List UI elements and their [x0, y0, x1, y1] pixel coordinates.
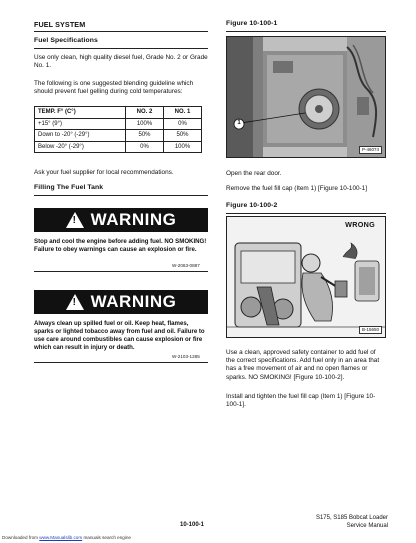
- download-footer: [2, 535, 131, 540]
- warning-banner: [34, 290, 208, 314]
- subsection-rule: [34, 48, 208, 49]
- table-cell: 50%: [164, 130, 202, 142]
- table-header-cell: NO. 1: [164, 107, 202, 119]
- subsection-title: Fuel Specifications: [34, 37, 98, 44]
- refuel-illustration: [227, 217, 386, 338]
- warning-text: Always clean up spilled fuel or oil. Keep heat, flames, sparks or lighted tobacco away from fuel and oil. Failure to use care around combustibles can cause explosion or fire which can result in injury or death.: [34, 320, 205, 351]
- warning-triangle-icon: !: [66, 294, 84, 310]
- figure-code: B-15650: [359, 326, 382, 334]
- refuel-warning-figure: [226, 216, 386, 338]
- warning-label: WARNING: [90, 292, 177, 311]
- step-remove-cap: Remove the fuel fill cap (Item 1) [Figure 10-100-1]: [226, 185, 368, 192]
- step-open-door: Open the rear door.: [226, 170, 282, 177]
- filling-tank-rule: [34, 195, 208, 196]
- figure-2-rule: [226, 213, 386, 214]
- model-line: S175, S185 Bobcat Loader: [315, 515, 388, 521]
- table-cell: 0%: [164, 118, 202, 130]
- warning-rule: [34, 362, 208, 363]
- page-number: 10-100-1: [180, 522, 205, 528]
- table-row: [35, 118, 202, 130]
- fuel-cap-illustration: [227, 37, 386, 158]
- manualslib-link[interactable]: www.Manualslib.com: [39, 535, 83, 540]
- blending-guideline-paragraph: The following is one suggested blending guideline which should prevent fuel gelling during cold temperatures:: [34, 80, 194, 96]
- table-cell: 0%: [126, 141, 164, 153]
- figure-1-rule: [226, 31, 386, 32]
- figure-2-title: Figure 10-100-2: [226, 202, 278, 209]
- callout-number: 1: [237, 120, 241, 126]
- table-cell: Below -20° (-29°): [35, 141, 126, 153]
- wrong-label: WRONG: [345, 220, 375, 229]
- table-row: [35, 130, 202, 142]
- table-row: [35, 141, 202, 153]
- warning-banner: [34, 208, 208, 232]
- warning-triangle-icon: !: [66, 212, 84, 228]
- table-cell: 100%: [164, 141, 202, 153]
- table-cell: 50%: [126, 130, 164, 142]
- table-cell: Down to -20° (-29°): [35, 130, 126, 142]
- table-header-row: [35, 107, 202, 119]
- fuel-blending-table: [34, 106, 202, 153]
- fuel-cap-figure: [226, 36, 386, 158]
- section-title: FUEL SYSTEM: [34, 20, 86, 29]
- manual-line: Service Manual: [346, 523, 388, 529]
- install-cap-paragraph: Install and tighten the fuel fill cap (Item 1) [Figure 10-100-1].: [226, 393, 376, 409]
- manual-title: [300, 514, 388, 530]
- download-prefix: Downloaded from: [2, 535, 40, 540]
- fuel-grade-paragraph: Use only clean, high quality diesel fuel, Grade No. 2 or Grade No. 1.: [34, 54, 208, 70]
- table-header-cell: NO. 2: [126, 107, 164, 119]
- safety-container-paragraph: Use a clean, approved safety container to add fuel of the correct specifications. Add fuel only in an area that has a free movement of air and no open flames or sparks. NO SMOKING! [Figure 10-100-2].: [226, 349, 380, 381]
- warning-label: WARNING: [90, 210, 177, 229]
- warning-rule: [34, 271, 208, 272]
- supplier-paragraph: Ask your fuel supplier for local recommendations.: [34, 169, 174, 176]
- warning-code: W-2063-0887: [172, 263, 200, 268]
- table-header-cell: TEMP. F° (C°): [35, 107, 126, 119]
- download-suffix: manuals search engine: [82, 535, 131, 540]
- warning-code: W-2103-1285: [172, 354, 200, 359]
- filling-tank-title: Filling The Fuel Tank: [34, 184, 104, 191]
- table-cell: +15° (9°): [35, 118, 126, 130]
- figure-code: P-46074: [359, 146, 382, 154]
- warning-text: Stop and cool the engine before adding fuel. NO SMOKING! Failure to obey warnings can cause an explosion or fire.: [34, 238, 207, 253]
- section-rule: [34, 31, 208, 32]
- figure-1-title: Figure 10-100-1: [226, 20, 278, 27]
- table-cell: 100%: [126, 118, 164, 130]
